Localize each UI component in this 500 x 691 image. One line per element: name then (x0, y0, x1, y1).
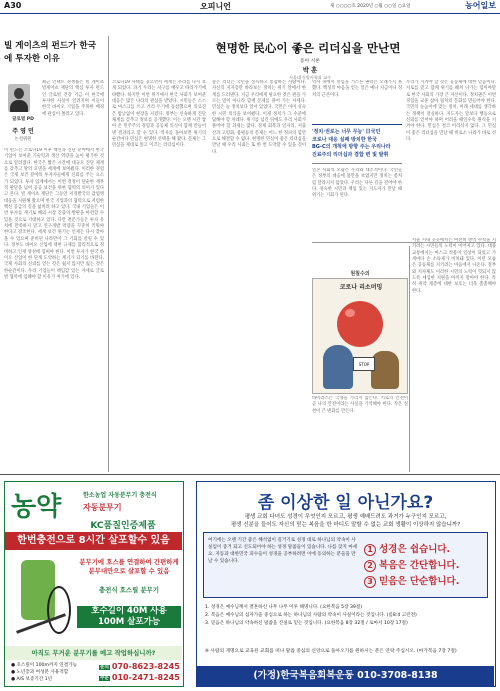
column-divider (409, 246, 410, 472)
ad-tagline: 한소농업 자동분무기 충전식 (83, 492, 157, 499)
side-column-text: 서울 시내 곳곳에서는 여전히 방역 수칙을 지키려는 시민들의 노력이 이어지고 있다. 대중교통에서는 마스크 착용이 일상이 되었고 가게마다 손 소독제가 비치돼 있다. 이런 모습은 공동체를 지키려는 마음에서 나온다. 정부와 지자체도 이러한 시민의 노력이 헛되지 않도록 세심한 지원을 아끼지 말아야 한다. 특히 취약 계층에 대한 보호는 더욱 촘촘해야 한다. (412, 238, 496, 294)
contact-label: 주문 (100, 675, 109, 681)
main-author-name: 박 훈 (302, 67, 318, 74)
ad-list-item: 2. 복음은 예수님의 십자가을 중심으로 하는 하나님의 사람의 약속이 사실이라는 것입니다. (롬8:4 고린전) (205, 613, 417, 618)
ad-list (205, 604, 489, 628)
author-photo (8, 84, 30, 112)
ad-slogan: 아직도 무거운 분무기를 메고 작업하십니까? (5, 646, 182, 660)
ad-step: 2 복음은 간단합니다. (364, 557, 484, 573)
cartoon-label: 원칠수의 (350, 271, 370, 277)
main-article-col3: 역사 속에서 민심을 거스른 권력은 오래가지 못했다. 백성의 마음을 얻는 일은 예나 지금이나 정치의 근본이다. (312, 80, 402, 98)
contact-row[interactable] (99, 673, 181, 684)
ad-tagline: 자동분무기 (83, 503, 122, 512)
main-article-col1: 코로나19 사태를 겪으면서 세계는 우리를 다시 보게 되었다. 과거 우리는 서구를 배우고 따라가기에 바빴다. 하지만 이번 위기에서 한국 사회가 보여준 대응은 많은 나라의 관심을 받았다. 시민들은 스스로 마스크를 쓰고 거리 두기에 동참했으며 의료진은 밤낮없이 현장을 지켰다. 정부는 신속하게 진단 체계를 갖추고 정보를 공개했다. 이는 오랜 시간 쌓아 온 민주주의 경험과 공동체 의식이 함께 만들어 낸 결과라고 할 수 있다. 역사를 돌아보면 위기의 순간마다 민심은 현명한 선택을 해 왔다. 문제는 그 민심을 제대로 읽고 이끄는 리더십이다. (112, 80, 206, 149)
pull-quote (312, 124, 402, 164)
ad-step: 1 성경은 쉽습니다. (364, 541, 484, 557)
cartoon-caption: 코로나 리소머밍 (339, 284, 383, 291)
cartoon-text: 바이러스는 국경을 가리지 않는다. 서로의 안전이 곧 나의 안전이라는 사실을 기억해야 한다. 작은 실천이 큰 변화를 만든다. (312, 396, 408, 414)
left-column-title: 빌 게이츠의 펀드가 한국에 투자한 이유 (4, 41, 96, 64)
contact-phone[interactable]: 070-8623-8245 (111, 662, 180, 671)
contact-row[interactable] (99, 662, 181, 673)
pull-quote-line: '정치·권로는 너무 무능' 日국민 (312, 129, 381, 135)
spec-item: ● 호스릴이 100m까지 연결가능 (11, 663, 78, 668)
sprayer-product-illustration (11, 556, 73, 648)
ad-divider (0, 474, 500, 475)
ad-subtitle: 평생 신분을 들어도 자신의 믿는 복음을 한 마디도 말할 수 없는 교회 생활이 이상하지 않습니까? (230, 522, 461, 528)
author-affiliation: 글로벌 PD (12, 117, 34, 122)
main-article-col3-cont: 일본 사회의 모습은 우리와 대조적이다. 국민들은 정부의 대응에 불만을 보였지만 정치는 좀처럼 달라지지 않았다. 우리는 다른 길을 걸어야 한다. 성숙한 시민과 책임 있는 지도자가 만날 때 위기는 기회가 된다. (312, 168, 402, 199)
ad-feature: 충전식 호스릴 분무기 (98, 586, 159, 594)
ad-list-item: 1. 성경은 예수님께서 결혼하신 나무 나무 이루 해명니다. (요한복음 5장 39절) (205, 605, 363, 610)
sprayer-advertisement[interactable] (4, 481, 184, 687)
ad-contacts (99, 662, 181, 684)
left-column-body: 이 펀드는 코로나19 이후 백신과 진단 분야에서 한국 기업이 보여준 기술력과 생산 역량을 높이 평가한 것으로 알려졌다. 한국은 짧은 시간에 대규모 진단 체계를 갖추고 방역 모델을 세계에 보여줬다. 이러한 경험은 국제 보건 분야의 투자자들에게 신뢰를 주는 요소가 되었다. 투자 업계에서는 이번 결정이 단순한 재무적 판단을 넘어 공공 보건을 위한 협력의 의미가 있다고 본다. 빌 게이츠 재단은 그동안 저개발국의 감염병 대응을 지원해 왔으며 한국 기업과의 협력으로 저렴한 백신 공급의 길을 넓히려 하고 있다. 국내 기업들은 이번 투자를 계기로 해외 시장 진출의 발판을 마련할 수 있을 것으로 기대하고 있다. 다만 전문가들은 투자 유치에 만족하지 말고 연구개발 역량을 꾸준히 키워야 한다고 강조한다. 세계 보건 위기는 언제든 다시 찾아올 수 있으며 준비된 나라만이 그 기회를 살릴 수 있다. 정부도 바이오 산업에 대한 규제를 합리적으로 정비하고 인재 양성에 힘써야 한다. 이번 투자가 한국 바이오 산업이 한 단계 도약하는 계기가 되기를 바란다. 국제 사회의 신뢰를 얻는 것은 쉽지 않지만 잃는 것은 한순간이다. 우리 기업들이 책임감 있는 자세로 글로벌 협력에 임해야 할 이유가 여기에 있다. (4, 148, 104, 280)
kc-certification: KC품질인증제품 (90, 521, 156, 531)
ad-brand: 농약 (11, 492, 62, 522)
main-article-col2: 좋은 리더는 국민을 설득하고 통합하는 사람이다. 자신의 지지층만 바라보는 정치는 위기 앞에서 한계를 드러낸다. 지금 우리에게 필요한 것은 편을 가르는 말이 아니라 함께 문제를 풀어 가는 자세다. 민심은 늘 정치보다 앞서 있었다. 국민은 이미 성숙한 시민 의식을 보여줬다. 이제 정치가 그 수준에 답해야 할 차례다. 위기를 넘긴 뒤에도 우리 사회가 풀어야 할 과제는 많다. 경제 회복과 일자리, 저출산과 고령화, 불평등의 문제는 어느 한 정파의 힘만으로 해결할 수 없다. 현명한 민심이 좋은 리더십을 만날 때 우리 사회는 또 한 번 도약할 수 있을 것이다. (212, 80, 306, 155)
ad-subtitle: 평생 교회 다녀도 성경이 무엇인지 모르고, 평생 예배드려도 과거가 누구인지 모르고, (244, 514, 447, 520)
ad-title: 좀 이상한 일 아닌가요? (257, 493, 434, 513)
figure-illustration (323, 345, 353, 389)
ad-intro: 여기에는 오랜 기간 좋은 해석없이 길거기로 성경 대로 하나님의 약속이 사실임이 증거 되고 신도되어야 하는 성경 말씀들이 있습니다. 나를 찾지 마세요. 자동과 대한민국 피수들이 성경을 공부하려면 이에 동의하는 분들을 만날 수 있습니다. (208, 538, 358, 564)
issue-date: 제 ○○○○호 2020년 ○월 ○○일 ○요일 (330, 4, 411, 9)
page-header (0, 0, 500, 14)
ad-company-contact[interactable]: (가정)한국복음회복운동 010-3708-8138 (197, 666, 494, 686)
spec-item: ● A/S 보증기간 1년 (11, 677, 53, 682)
hose-length-banner: 호수길이 40M 사용 100M 살포가능 (77, 606, 181, 628)
contact-label: 문의 (100, 664, 109, 670)
ad-banner: 한번충전으로 8시간 살포할수 있음 (5, 532, 182, 550)
ad-highlight-box (203, 532, 488, 598)
left-column-body-intro: 최근 언택트 경쟁률은 빌 게이츠 빌게이츠 재단의 핵심 투자 펀드인 글로벌 건강 기금 이 한국에 투자한 사실이 알려지며 이들이 한국 바이오 기업을 주목한 배경에 관심이 쏠리고 있다. (42, 80, 104, 117)
column-divider (108, 36, 109, 472)
byline-label: 동아 시론 (299, 59, 321, 64)
editorial-cartoon (312, 278, 408, 394)
figure-illustration (371, 351, 399, 389)
main-article-byline (280, 57, 340, 81)
author-name: 주 영 민 (12, 128, 34, 135)
main-author-role: 서울대 동양사학과 교수 (288, 75, 332, 80)
virus-ball-illustration (337, 301, 383, 347)
spec-item: ● 노년층과 여성분 사용적합 (11, 670, 69, 675)
section-title: 오피니언 (200, 2, 231, 11)
ad-footnote: ※ 사람의 게명으로 교육된 교회를 떠나 말씀 중심의 신앙으로 돌아오기를 원하시는 분은 연락 주십시오. (마가복음 7장 7절) (205, 649, 457, 654)
page-number: A30 (4, 1, 22, 10)
ad-feature: 분무기에 호스를 연결하여 간편하게 분무대만으로 살포할 수 있음 (79, 558, 179, 575)
pull-quote-line: 진료주의 리더십과 결합 변 빛 발휘 (312, 151, 389, 158)
cartoon-sign: STOP (353, 357, 375, 371)
author-role: 논설위원 (14, 137, 32, 142)
ad-step: 3 믿음은 단순합니다. (364, 573, 484, 589)
main-article-title: 현명한 民心이 좋은 리더십을 만난면 (215, 41, 401, 55)
contact-phone[interactable]: 010-2471-8245 (111, 673, 180, 682)
ad-specs (11, 662, 95, 683)
newspaper-logo: 농어일보 (465, 1, 496, 10)
main-article-col4: 우리가 지켜야 할 것은 공동체에 대한 믿음이다. 서로를 믿고 함께 위기를 헤쳐 나가는 힘이야말로 한국 사회의 가장 큰 자산이다. 정치권은 이번 경험을 교훈 삼아 협치의 문화를 만들어야 한다. 국민의 눈높이에 맞는 정치, 미래 세대를 생각하는 정책이 절실하다. 지도자는 말보다 행동으로 신뢰를 얻어야 하며 어려울 때일수록 원칙을 지켜야 한다. 민심은 결코 어리석지 않다. 그 민심이 좋은 리더십을 만날 때 비로소 나라가 바로 선다. (406, 80, 496, 143)
pull-quote-line: BG-C의 개척에 방향 주는 우리나라 (312, 144, 391, 151)
pull-quote-line: 코로나 대응 실패 방치한 한국 (312, 136, 377, 143)
church-advertisement[interactable] (196, 481, 496, 687)
ad-list-item: 3. 믿음은 하나님의 약속하신 말씀을 진실로 믿는 것입니다. (요한복음 8장 32절 / 로마서 10장 17절) (205, 621, 408, 626)
ad-steps (364, 541, 484, 589)
